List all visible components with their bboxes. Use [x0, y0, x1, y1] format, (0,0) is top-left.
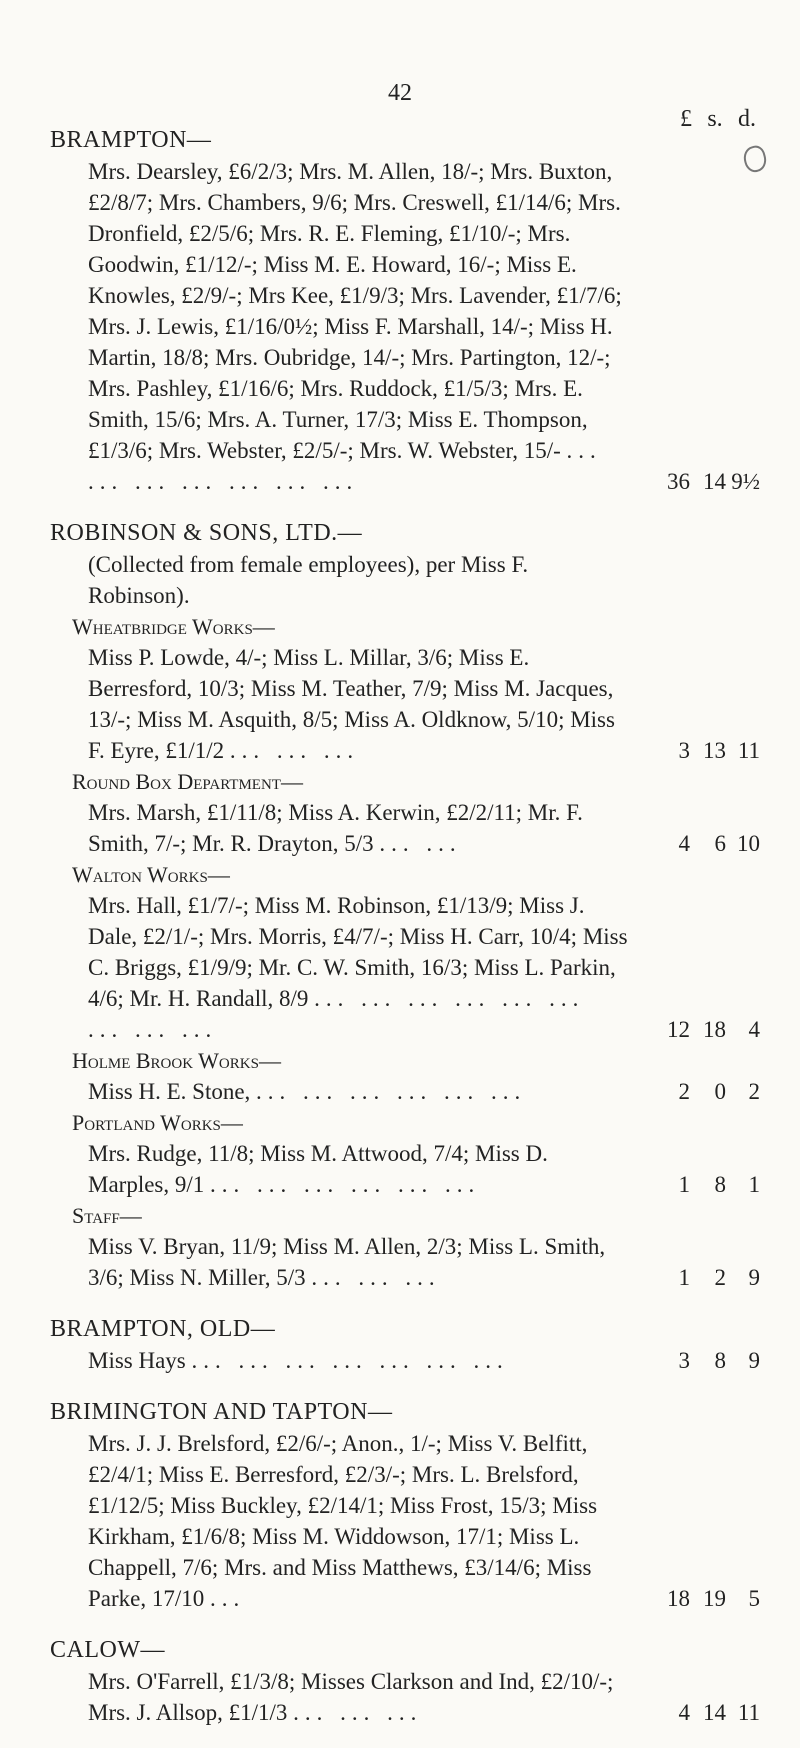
- amount: [652, 1014, 760, 1045]
- works-heading: Wheatbridge Works—: [72, 614, 275, 639]
- works-heading: Round Box Department—: [72, 769, 303, 794]
- amount-pounds: 4: [678, 1700, 690, 1725]
- shillings-header: s.: [707, 106, 723, 132]
- section-brampton-old: [0, 1313, 800, 1376]
- donation-entry: [0, 642, 800, 766]
- amount: [652, 1697, 760, 1728]
- section-brampton: [0, 124, 800, 497]
- amount: [652, 735, 760, 766]
- amount-pence: 9: [748, 1348, 760, 1373]
- amount-pounds: 1: [678, 1172, 690, 1197]
- amount-shillings: 14: [703, 469, 726, 494]
- amount-pence: 9: [748, 1265, 760, 1290]
- amount-pence: 11: [737, 1700, 760, 1725]
- donor-list: Miss V. Bryan, 11/9; Miss M. Allen, 2/3; Miss L. Smith, 3/6; Miss N. Miller, 5/3 ... ... ...: [88, 1234, 606, 1290]
- donation-entry: [0, 1666, 800, 1728]
- donation-entry: [0, 1428, 800, 1614]
- amount-shillings: 2: [714, 1265, 726, 1290]
- amount: [652, 1345, 760, 1376]
- section-heading: CALOW—: [50, 1637, 165, 1663]
- amount-pence: 11: [737, 738, 760, 763]
- amount-pounds: 36: [667, 469, 690, 494]
- donor-list: Mrs. O'Farrell, £1/3/8; Misses Clarkson and Ind, £2/10/-; Mrs. J. Allsop, £1/1/3 ... ... ...: [88, 1669, 614, 1725]
- amount-shillings: 14: [703, 1700, 726, 1725]
- section-brimington-and-tapton: [0, 1396, 800, 1614]
- donor-list: Mrs. Rudge, 11/8; Miss M. Attwood, 7/4; Miss D. Marples, 9/1 ... ... ... ... ... ...: [88, 1141, 548, 1197]
- amount-shillings: 8: [714, 1348, 726, 1373]
- works-heading: Staff—: [72, 1203, 142, 1228]
- section-heading: BRAMPTON, OLD—: [50, 1316, 276, 1342]
- donor-list: Mrs. Marsh, £1/11/8; Miss A. Kerwin, £2/2/11; Mr. F. Smith, 7/-; Mr. R. Drayton, 5/3 ... ...: [88, 800, 583, 856]
- works-heading: Holme Brook Works—: [72, 1048, 281, 1073]
- amount-pence: 2: [748, 1079, 760, 1104]
- amount-pounds: 18: [667, 1586, 690, 1611]
- amount-pence: 4: [748, 1017, 760, 1042]
- amount-shillings: 19: [703, 1586, 726, 1611]
- amount-pence: 1: [748, 1172, 760, 1197]
- donation-entry: [0, 156, 800, 497]
- pence-header: d.: [738, 106, 756, 132]
- section-heading: BRAMPTON—: [50, 127, 212, 153]
- donor-list: Miss P. Lowde, 4/-; Miss L. Millar, 3/6; Miss E. Berresford, 10/3; Miss M. Teather, 7/9; Miss M. Jacques, 13/-; Miss M. Asquith, 8/5; Miss A. Oldknow, 5/10; Miss F. Eyre, £1/1/2 ... ... ...: [88, 645, 615, 763]
- section-heading: BRIMINGTON AND TAPTON—: [50, 1399, 393, 1425]
- amount-pounds: 1: [678, 1265, 690, 1290]
- amount-shillings: 6: [714, 831, 726, 856]
- donor-list: Mrs. Hall, £1/7/-; Miss M. Robinson, £1/13/9; Miss J. Dale, £2/1/-; Mrs. Morris, £4/7/-; Miss H. Carr, 10/4; Miss C. Briggs, £1/9/9; Mr. C. W. Smith, 16/3; Miss L. Parkin, 4/6; Mr. H. Randall, 8/9 ... ... ... ... ... ... ... ... ...: [88, 893, 628, 1042]
- collection-note: (Collected from female employees), per Miss F. Robinson).: [88, 552, 529, 608]
- donor-list: Miss H. E. Stone, ... ... ... ... ... ...: [88, 1079, 527, 1104]
- section-calow: [0, 1634, 800, 1728]
- donation-entry: [0, 890, 800, 1045]
- amount: [652, 1583, 760, 1614]
- amount-pence: 5: [748, 1586, 760, 1611]
- works-heading: Walton Works—: [72, 862, 230, 887]
- donation-entry: [0, 1345, 800, 1376]
- amount-shillings: 0: [714, 1079, 726, 1104]
- section-robinson-and-sons: [0, 517, 800, 1293]
- amount-pounds: 12: [667, 1017, 690, 1042]
- donation-entry: [0, 797, 800, 859]
- amount: [652, 466, 760, 497]
- amount-pounds: 3: [678, 1348, 690, 1373]
- donor-list: Miss Hays ... ... ... ... ... ... ...: [88, 1348, 509, 1373]
- amount-pounds: 2: [678, 1079, 690, 1104]
- amount: [652, 828, 760, 859]
- donation-list: [0, 120, 800, 1748]
- donation-entry: [0, 1138, 800, 1200]
- amount-shillings: 8: [714, 1172, 726, 1197]
- donor-list: Mrs. Dearsley, £6/2/3; Mrs. M. Allen, 18/-; Mrs. Buxton, £2/8/7; Mrs. Chambers, 9/6; Mrs. Creswell, £1/14/6; Mrs. Dronfield, £2/5/6; Mrs. R. E. Fleming, £1/10/-; Mrs. Goodwin, £1/12/-; Miss M. E. Howard, 16/-; Miss E. Knowles, £2/9/-; Mrs Kee, £1/9/3; Mrs. Lavender, £1/7/6; Mrs. J. Lewis, £1/16/0½; Miss F. Marshall, 14/-; Miss H. Martin, 18/8; Mrs. Oubridge, 14/-; Mrs. Partington, 12/-; Mrs. Pashley, £1/16/6; Mrs. Ruddock, £1/5/3; Mrs. E. Smith, 15/6; Mrs. A. Turner, 17/3; Miss E. Thompson, £1/3/6; Mrs. Webster, £2/5/-; Mrs. W. Webster, 15/- ... ... ... ... ... ... ...: [88, 159, 622, 494]
- amount-shillings: 18: [703, 1017, 726, 1042]
- section-heading: ROBINSON & SONS, LTD.—: [50, 520, 363, 546]
- amount-pounds: 3: [678, 738, 690, 763]
- amount-pence: 9½: [731, 469, 760, 494]
- pounds-header: £: [680, 106, 692, 132]
- donor-list: Mrs. J. J. Brelsford, £2/6/-; Anon., 1/-; Miss V. Belfitt, £2/4/1; Miss E. Berresford, £2/3/-; Mrs. L. Brelsford, £1/12/5; Miss Buckley, £2/14/1; Miss Frost, 15/3; Miss Kirkham, £1/6/8; Miss M. Widdowson, 17/1; Miss L. Chappell, 7/6; Mrs. and Miss Matthews, £3/14/6; Miss Parke, 17/10 ...: [88, 1431, 598, 1611]
- amount-shillings: 13: [703, 738, 726, 763]
- donation-entry: [0, 1231, 800, 1293]
- amount: [652, 1262, 760, 1293]
- amount-pence: 10: [737, 831, 760, 856]
- donation-entry: [0, 1076, 800, 1107]
- page-number: 42: [388, 80, 412, 106]
- amount: [652, 1169, 760, 1200]
- amount-pounds: 4: [678, 831, 690, 856]
- amount: [652, 1076, 760, 1107]
- works-heading: Portland Works—: [72, 1110, 243, 1135]
